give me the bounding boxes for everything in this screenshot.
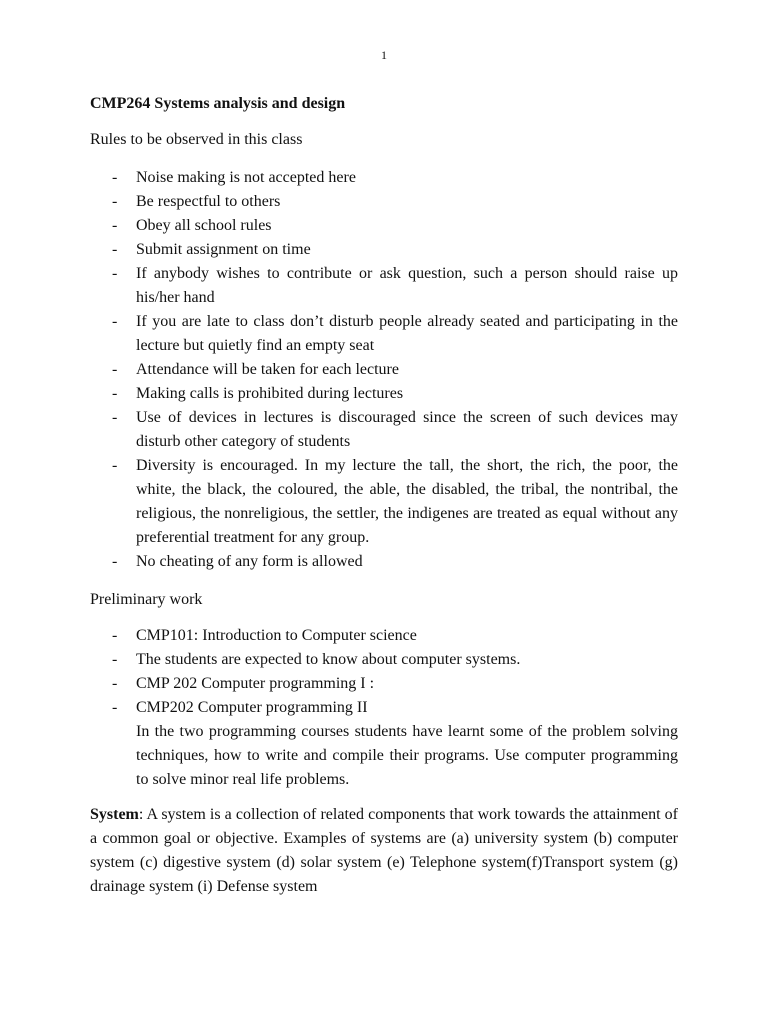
list-item <box>90 166 678 190</box>
bullet-dash: - <box>112 699 118 716</box>
rules-heading: Rules to be observed in this class <box>90 131 303 148</box>
bullet-dash: - <box>112 385 118 402</box>
rule-text: Be respectful to others <box>136 193 281 210</box>
bullet-dash: - <box>112 675 118 692</box>
preliminary-note: In the two programming courses students have learnt some of the problem solving techniques, how to write and compile their programs. Use computer programming to solve minor real life problems. <box>136 723 678 788</box>
bullet-dash: - <box>112 193 118 210</box>
bullet-dash: - <box>112 313 118 330</box>
system-definition-text: : A system is a collection of related components that work towards the attainment of a common goal or objective. Examples of systems are (a) university system (b) computer system (c) digestive system (d) solar system (e) Telephone system(f)Transport system (g) drainage system (i) Defense system <box>90 806 678 895</box>
bullet-dash: - <box>112 241 118 258</box>
preliminary-list <box>90 624 678 720</box>
bullet-dash: - <box>112 409 118 426</box>
bullet-dash: - <box>112 627 118 644</box>
bullet-dash: - <box>112 169 118 186</box>
bullet-dash: - <box>112 361 118 378</box>
prelim-text: CMP 202 Computer programming I : <box>136 675 375 692</box>
list-item <box>90 262 678 310</box>
prelim-text: The students are expected to know about computer systems. <box>136 651 521 668</box>
prelim-text: CMP202 Computer programming II <box>136 699 368 716</box>
rule-text: If you are late to class don’t disturb people already seated and participating in the lecture but quietly find an empty seat <box>136 313 678 354</box>
rule-text: Obey all school rules <box>136 217 272 234</box>
list-item <box>90 672 678 696</box>
list-item <box>90 696 678 720</box>
list-item <box>90 358 678 382</box>
document-title: CMP264 Systems analysis and design <box>90 95 346 112</box>
list-item <box>90 406 678 454</box>
rule-text: Attendance will be taken for each lecture <box>136 361 399 378</box>
preliminary-heading: Preliminary work <box>90 591 203 608</box>
list-item <box>90 310 678 358</box>
list-item <box>90 550 678 574</box>
document-body <box>90 92 678 899</box>
rules-list <box>90 166 678 574</box>
list-item <box>90 382 678 406</box>
system-term: System <box>90 806 139 823</box>
system-definition <box>90 803 678 899</box>
bullet-dash: - <box>112 651 118 668</box>
list-item <box>90 238 678 262</box>
rule-text: Noise making is not accepted here <box>136 169 356 186</box>
bullet-dash: - <box>112 553 118 570</box>
list-item <box>90 454 678 550</box>
rule-text: Use of devices in lectures is discouraged since the screen of such devices may disturb other category of students <box>136 409 678 450</box>
rule-text: No cheating of any form is allowed <box>136 553 363 570</box>
bullet-dash: - <box>112 457 118 474</box>
list-item <box>90 214 678 238</box>
prelim-text: CMP101: Introduction to Computer science <box>136 627 417 644</box>
page-number: 1 <box>381 48 387 62</box>
bullet-dash: - <box>112 265 118 282</box>
list-item <box>90 648 678 672</box>
rule-text: Submit assignment on time <box>136 241 311 258</box>
rule-text: Making calls is prohibited during lectures <box>136 385 404 402</box>
list-item <box>90 624 678 648</box>
list-item <box>90 190 678 214</box>
bullet-dash: - <box>112 217 118 234</box>
rule-text: Diversity is encouraged. In my lecture the tall, the short, the rich, the poor, the white, the black, the coloured, the able, the disabled, the tribal, the nontribal, the religious, the nonreligious, the settler, the indigenes are treated as equal without any preferential treatment for any group. <box>136 457 678 546</box>
rule-text: If anybody wishes to contribute or ask question, such a person should raise up his/her hand <box>136 265 678 306</box>
